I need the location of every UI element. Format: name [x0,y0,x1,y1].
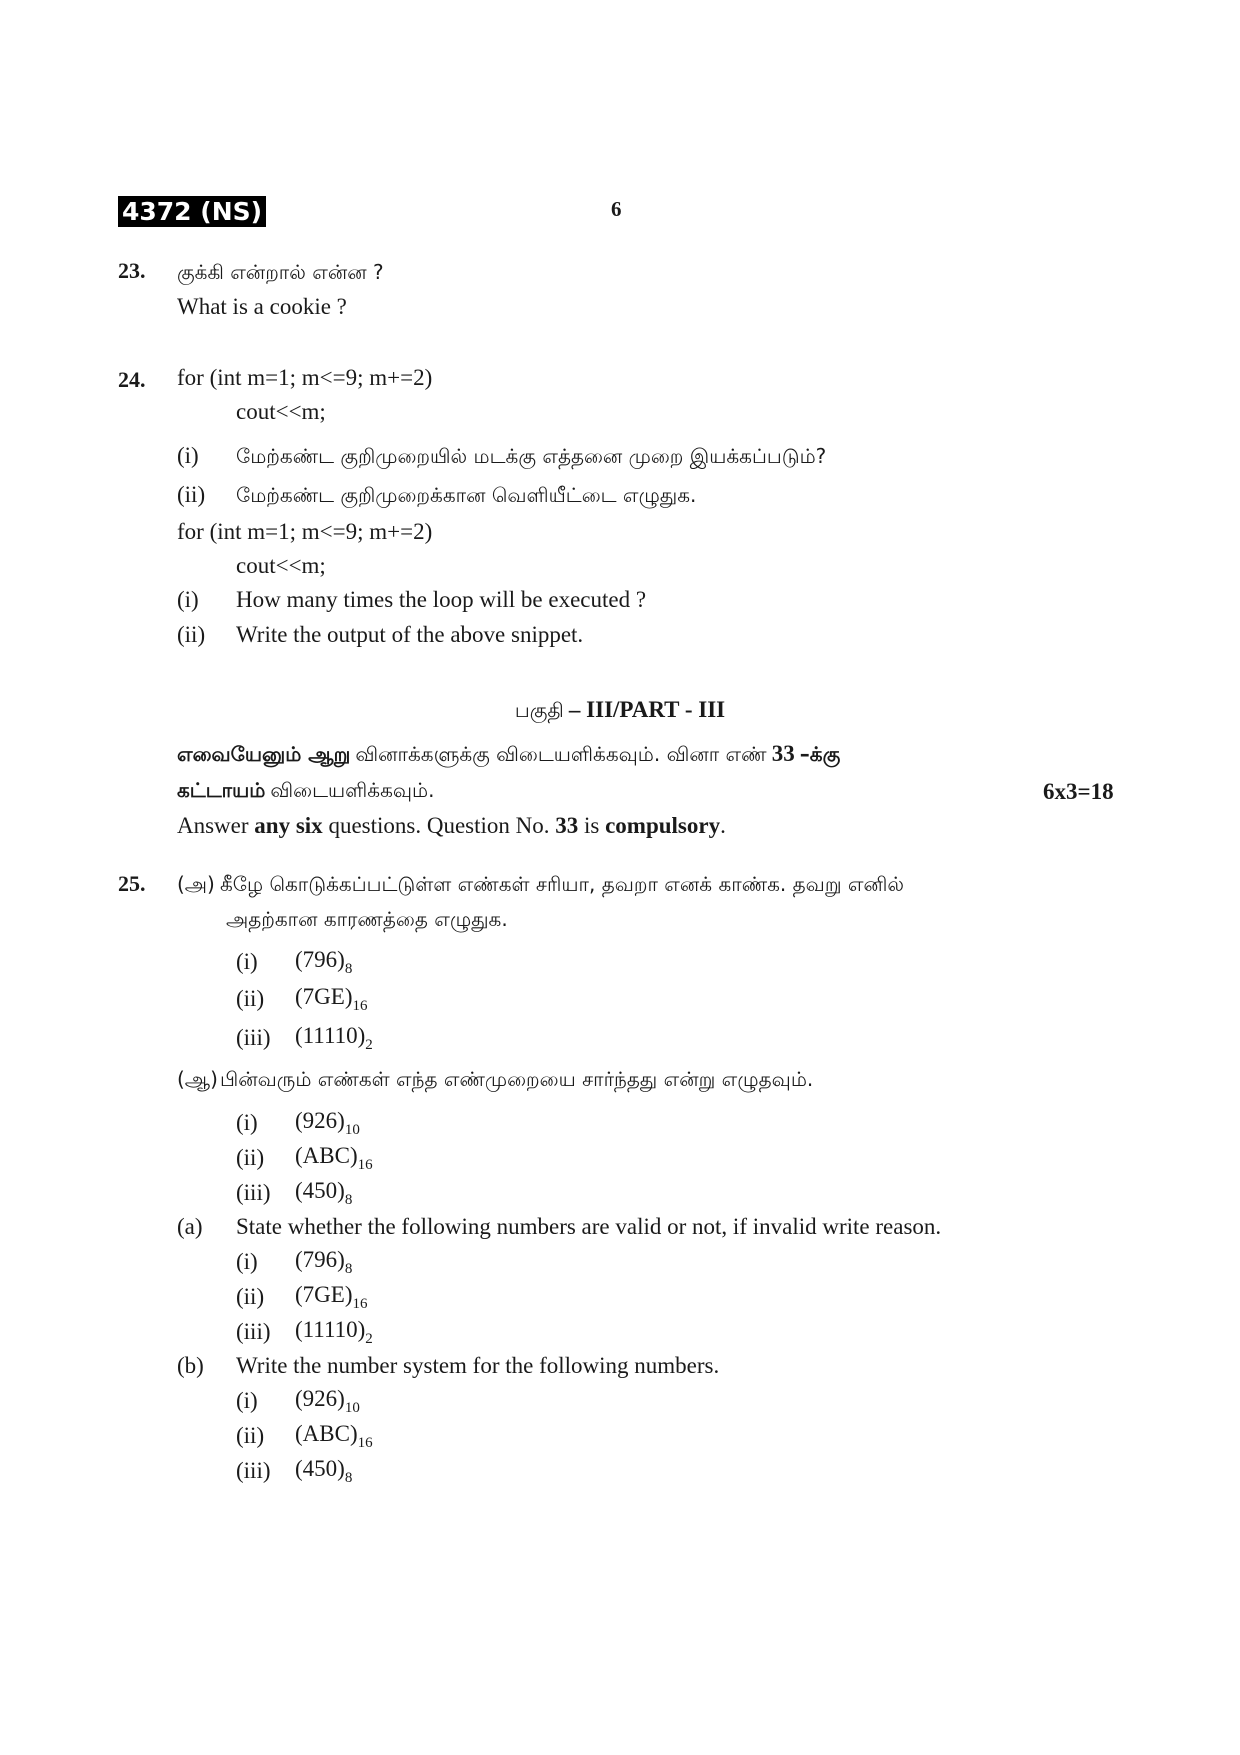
number-digits: (450) [295,1456,345,1481]
number-value [295,1143,373,1174]
number-base: 16 [352,998,368,1014]
subpart-text-english: Write the number system for the following numbers. [236,1353,720,1378]
item-label: (iii) [236,1180,271,1205]
code-line: cout<<m; [236,553,326,578]
code-line: for (int m=1; m<=9; m+=2) [177,365,433,390]
instruction-text: விடையளிக்கவும். [270,778,435,802]
number-digits: (ABC) [295,1421,358,1446]
number-digits: (796) [295,1247,345,1272]
item-label: (i) [236,1249,258,1274]
question-ref: 33 [771,741,795,766]
question-number: 25. [118,871,146,896]
number-value [295,1421,373,1452]
subpart-text-english: State whether the following numbers are valid or not, if invalid write reason. [236,1214,942,1239]
subpart-text-tamil: அதற்கான காரணத்தை எழுதுக. [226,907,508,931]
number-base: 8 [344,1261,353,1277]
number-digits: (ABC) [295,1143,358,1168]
item-label: (ii) [236,1145,265,1170]
instruction-emphasis: எவையேனும் ஆறு [177,742,351,766]
page-number: 6 [611,197,622,221]
instruction-emphasis: any six [254,813,323,838]
section-heading-english: – III/PART - III [568,697,726,722]
question-number: 23. [118,258,146,283]
subpart-label-tamil: (அ) [177,872,215,896]
number-base: 2 [365,1037,373,1053]
instruction-text: வினாக்களுக்கு விடையளிக்கவும். வினா எண் [355,742,767,766]
number-value [295,1023,373,1054]
number-value [295,984,367,1015]
item-label: (ii) [236,1423,265,1448]
number-base: 10 [344,1122,360,1138]
number-base: 2 [365,1331,373,1347]
item-label: (ii) [177,482,206,507]
number-digits: (796) [295,947,345,972]
item-label: (i) [236,949,258,974]
item-text-tamil: மேற்கண்ட குறிமுறைக்கான வெளியீட்டை எழுதுக. [236,483,697,507]
item-label: (i) [236,1110,258,1135]
item-label: (ii) [177,622,206,647]
subpart-text-tamil: கீழே கொடுக்கப்பட்டுள்ள எண்கள் சரியா, தவறா எனக் காண்க. தவறு எனில் [220,872,905,896]
instruction-text: Answer [177,813,249,838]
section-heading [0,697,1240,725]
number-base: 8 [344,961,353,977]
item-label: (ii) [236,1284,265,1309]
item-label: (ii) [236,986,265,1011]
number-digits: (11110) [295,1023,366,1048]
number-value [295,1178,352,1209]
number-base: 16 [357,1435,373,1451]
number-base: 8 [344,1470,353,1486]
item-label: (iii) [236,1319,271,1344]
code-line: cout<<m; [236,399,326,424]
instructions-tamil-line2 [177,778,434,805]
paper-code-badge: 4372 (NS) [118,196,266,227]
item-label: (i) [236,1388,258,1413]
number-value [295,1386,360,1417]
number-digits: (450) [295,1178,345,1203]
instructions-tamil-line1 [177,741,840,769]
item-label: (i) [177,443,199,468]
question-text-english: What is a cookie ? [177,294,347,319]
instruction-emphasis: கட்டாயம் [177,778,266,802]
code-line: for (int m=1; m<=9; m+=2) [177,519,433,544]
number-value [295,1317,373,1348]
instructions-english [177,813,726,839]
number-base: 10 [344,1400,360,1416]
question-ref: 33 [555,813,579,838]
number-digits: (11110) [295,1317,366,1342]
instruction-emphasis: –க்கு [799,742,841,766]
instruction-text: questions. Question No. [328,813,550,838]
subpart-text-tamil: பின்வரும் எண்கள் எந்த எண்முறையை சார்ந்தது என்று எழுதவும். [220,1067,814,1091]
item-text-english: How many times the loop will be executed ? [236,587,647,612]
question-text-tamil: குக்கி என்றால் என்ன ? [177,260,384,284]
marks-allocation: 6x3=18 [1043,779,1114,804]
instruction-text: is [584,813,600,838]
number-digits: (926) [295,1108,345,1133]
instruction-emphasis: compulsory [605,813,721,838]
instruction-text: . [720,813,726,838]
number-digits: (7GE) [295,984,353,1009]
item-label: (iii) [236,1458,271,1483]
number-value [295,1456,352,1487]
number-digits: (926) [295,1386,345,1411]
number-value [295,1108,360,1139]
item-label: (iii) [236,1025,271,1050]
subpart-label: (a) [177,1214,203,1239]
number-base: 8 [344,1192,353,1208]
item-label: (i) [177,587,199,612]
number-value [295,1282,367,1313]
section-heading-tamil: பகுதி [514,698,564,722]
number-value [295,947,352,978]
item-text-english: Write the output of the above snippet. [236,622,584,647]
subpart-label: (b) [177,1353,204,1378]
number-base: 16 [357,1157,373,1173]
number-digits: (7GE) [295,1282,353,1307]
number-value [295,1247,352,1278]
number-base: 16 [352,1296,368,1312]
subpart-label-tamil: (ஆ) [177,1067,218,1091]
question-number: 24. [118,367,146,392]
item-text-tamil: மேற்கண்ட குறிமுறையில் மடக்கு எத்தனை முறை இயக்கப்படும்? [236,444,827,468]
